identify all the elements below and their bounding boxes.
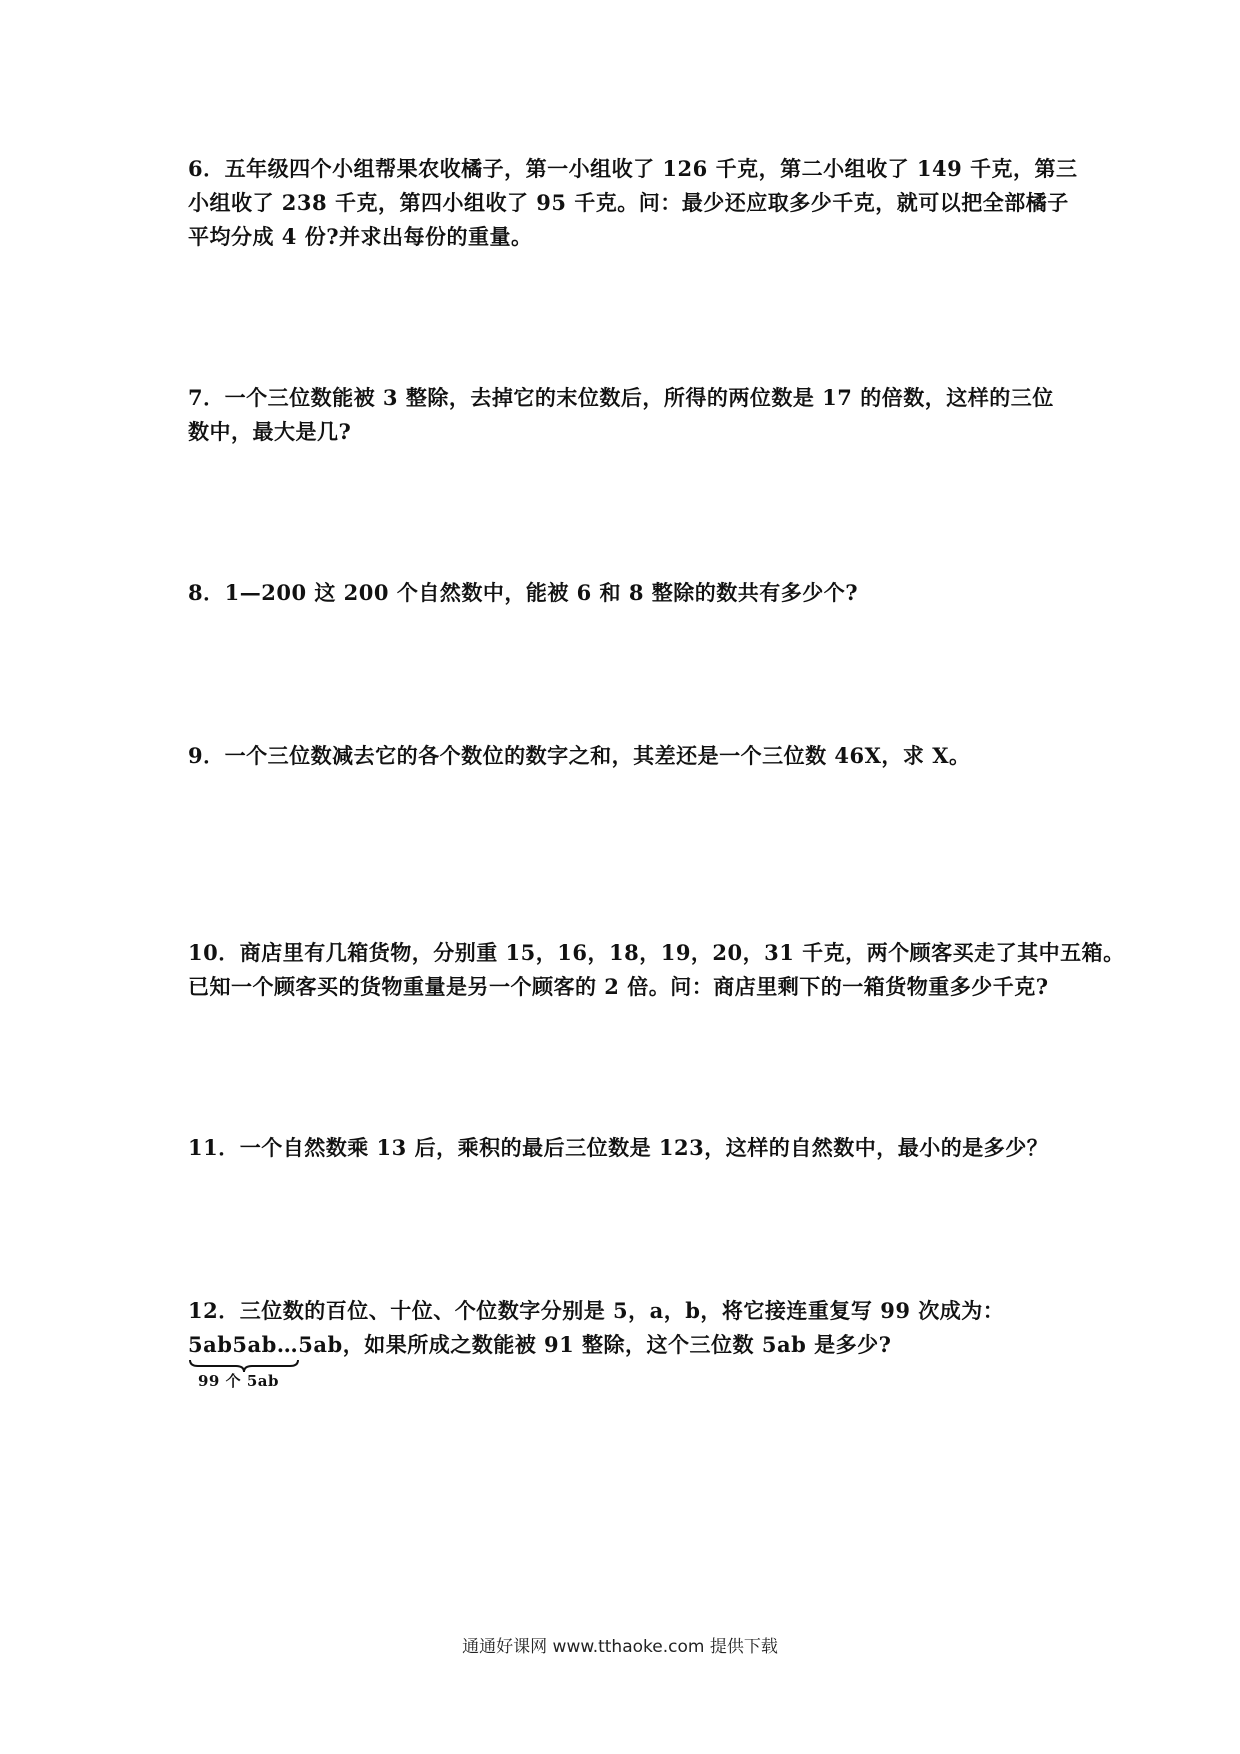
problem-12-line-2-group — [188, 1328, 1068, 1390]
problem-7-line-2: 数中，最大是几? — [188, 419, 352, 444]
problem-7 — [188, 381, 1068, 449]
problem-9-line-1: 9．一个三位数减去它的各个数位的数字之和，其差还是一个三位数 46X，求 X。 — [188, 743, 971, 768]
problem-10-line-1: 10．商店里有几箱货物，分别重 15，16，18，19，20，31 千克，两个顾客买走了其中五箱。 — [188, 940, 1125, 965]
problem-12-line-1: 12．三位数的百位、十位、个位数字分别是 5，a，b，将它接连重复写 99 次成为： — [188, 1298, 1005, 1323]
problem-11 — [188, 1131, 1068, 1165]
problem-12 — [188, 1294, 1068, 1390]
problem-6-line-3: 平均分成 4 份?并求出每份的重量。 — [188, 224, 533, 249]
problem-11-line-1: 11．一个自然数乘 13 后，乘积的最后三位数是 123，这样的自然数中，最小的是多少？ — [188, 1135, 1049, 1160]
problem-7-line-1: 7．一个三位数能被 3 整除，去掉它的末位数后，所得的两位数是 17 的倍数，这样的三位 — [188, 385, 1054, 410]
page-footer: 通通好课网 www.tthaoke.com 提供下载 — [462, 1637, 778, 1657]
problem-12-line-2: 5ab5ab…5ab，如果所成之数能被 91 整除，这个三位数 5ab 是多少? — [188, 1332, 892, 1357]
problem-8-line-1: 8．1—200 这 200 个自然数中，能被 6 和 8 整除的数共有多少个? — [188, 580, 859, 605]
problem-8 — [188, 576, 1068, 610]
problem-6-line-1: 6．五年级四个小组帮果农收橘子，第一小组收了 126 千克，第二小组收了 149 千克，第三 — [188, 156, 1078, 181]
problem-6 — [188, 152, 1078, 254]
underbrace-label: 99 个 5ab — [198, 1372, 279, 1390]
problem-9 — [188, 739, 1068, 773]
problem-6-line-2: 小组收了 238 千克，第四小组收了 95 千克。问：最少还应取多少千克，就可以把全部橘子 — [188, 190, 1069, 215]
underbrace — [188, 1358, 300, 1394]
problem-10-line-2: 已知一个顾客买的货物重量是另一个顾客的 2 倍。问：商店里剩下的一箱货物重多少千克? — [188, 974, 1049, 999]
problem-10 — [188, 936, 1125, 1004]
